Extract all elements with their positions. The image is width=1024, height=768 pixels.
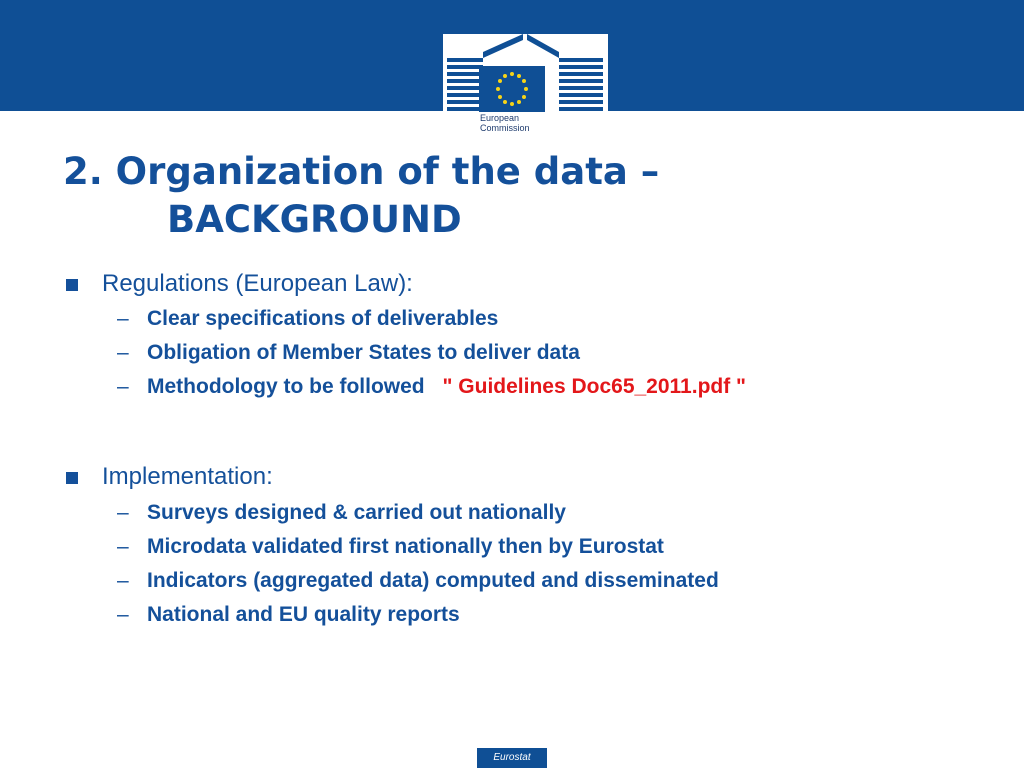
bullet-text: Regulations (European Law): (102, 270, 413, 297)
dash-icon: – (117, 501, 129, 524)
sub-item-text: Surveys designed & carried out nationally (147, 501, 566, 524)
dash-icon: – (117, 307, 129, 330)
dash-icon: – (117, 603, 129, 626)
dash-icon: – (117, 535, 129, 558)
sub-item-text: Clear specifications of deliverables (147, 307, 499, 330)
title-line2: BACKGROUND (167, 198, 462, 241)
bullet-text: Implementation: (102, 463, 273, 490)
sub-item-text: Obligation of Member States to deliver data (147, 341, 580, 364)
dash-icon: – (117, 375, 129, 398)
sub-item-text (147, 375, 746, 399)
dash-icon: – (117, 341, 129, 364)
square-bullet-icon (66, 472, 78, 484)
square-bullet-icon (66, 279, 78, 291)
logo-caption-line2: Commission (480, 123, 530, 133)
sub-item-text: Microdata validated first nationally then by Eurostat (147, 535, 664, 558)
guidelines-link[interactable]: " Guidelines Doc65_2011.pdf " (442, 375, 747, 398)
methodology-text: Methodology to be followed (147, 375, 425, 398)
footer-eurostat-tag: Eurostat (477, 748, 547, 768)
sub-item-text: Indicators (aggregated data) computed and disseminated (147, 569, 719, 592)
title-line1: 2. Organization of the data – (63, 150, 660, 193)
slide-title (63, 148, 963, 244)
dash-icon: – (117, 569, 129, 592)
sub-item-text: National and EU quality reports (147, 603, 460, 626)
logo-caption (480, 113, 570, 133)
logo-caption-line1: European (480, 113, 520, 123)
